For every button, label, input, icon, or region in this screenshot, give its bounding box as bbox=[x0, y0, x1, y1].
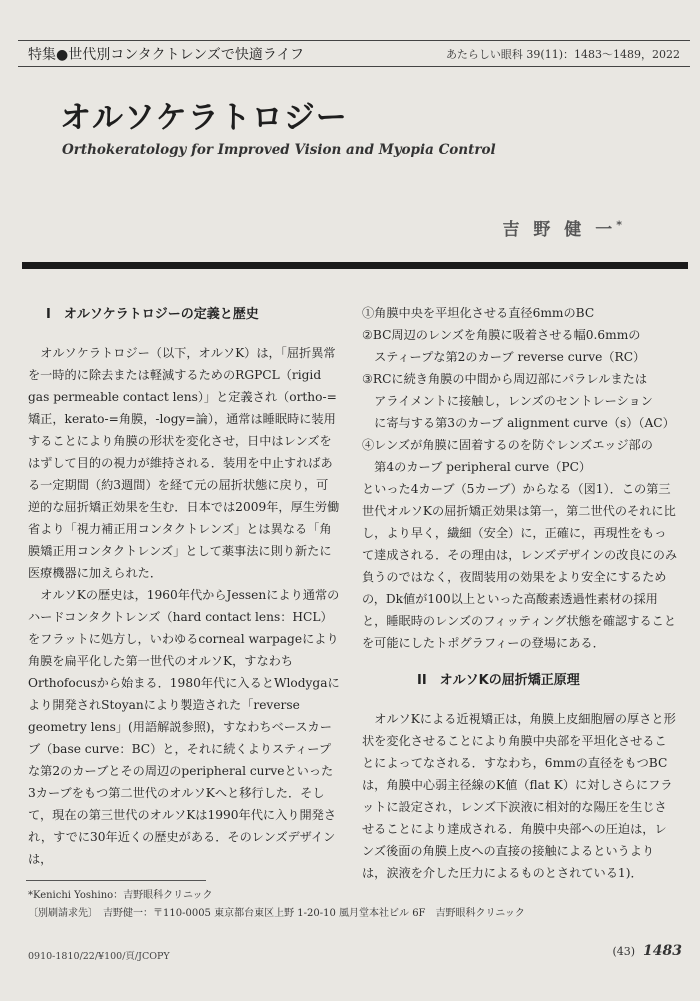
paragraph-definition: オルソケラトロジー（以下，オルソK）は，「屈折異常を一時的に除去または軽減するためのRGPCL（rigid gas permeable contact lens）」と定義され（ortho-=矯正，kerato-=角膜，-logy=論），通常は睡眠時に装用することにより角膜の形状を変化させ，日中はレンズをはずして目的の視力が維持される．装用を中止すればある一定期間（約3週間）を経て元の屈折状態に戻り，可逆的な屈折矯正効果を生む．日本では2009年，厚生労働省より「視力補正用コンタクトレンズ」とは異なる「角膜矯正用コンタクトレンズ」として薬事法に則り新たに医療機器に加えられた． bbox=[28, 346, 340, 580]
journal-citation: あたらしい眼科 39(11)：1483～1489，2022 bbox=[445, 48, 680, 61]
article-subtitle: Orthokeratology for Improved Vision and Myopia Control bbox=[62, 142, 496, 158]
footnote-divider bbox=[26, 880, 206, 881]
list-item: ①角膜中央を平坦化させる直径6mmのBC bbox=[362, 306, 595, 320]
lens-curve-list bbox=[362, 302, 678, 478]
page-number: 1483 bbox=[643, 943, 682, 959]
list-item: アライメントに接触し，レンズのセントレーション bbox=[362, 394, 653, 408]
list-item: スティープな第2のカーブ reverse curve（RC） bbox=[362, 350, 646, 364]
reprint-request-footnote: 〔別刷請求先〕 吉野健一：〒110-0005 東京都台東区上野 1-20-10 風月堂本社ビル 6F 吉野眼科クリニック bbox=[28, 908, 525, 919]
title-divider bbox=[22, 262, 688, 269]
running-header bbox=[18, 40, 690, 67]
feature-section-label: 特集●世代別コンタクトレンズで快適ライフ bbox=[28, 47, 305, 63]
issue-page-number: (43) bbox=[612, 945, 636, 958]
list-item: 第4のカーブ peripheral curve（PC） bbox=[362, 460, 592, 474]
section-heading-1: I オルソケラトロジーの定義と歴史 bbox=[46, 307, 259, 322]
author-name-text: 吉 野 健 一 bbox=[502, 220, 617, 240]
list-item: ③RCに続き角膜の中間から周辺部にパラレルまたは bbox=[362, 372, 648, 386]
section-heading-2: II オルソKの屈折矯正原理 bbox=[417, 673, 580, 688]
article-title: オルソケラトロジー bbox=[60, 100, 348, 136]
list-item: に寄与する第3のカーブ alignment curve（s）（AC） bbox=[362, 416, 675, 430]
paragraph-third-generation: といった4カーブ（5カーブ）からなる（図1）．この第三世代オルソKの屈折矯正効果は第一，第二世代のそれに比し，より早く，繊細（安全）に，正確に，再現性をもって達成される．その理由は，レンズデザインの改良にのみ負うのではなく，夜間装用の効果をより安全にするための，Dk値が100以上といった高酸素透過性素材の採用と，睡眠時のレンズのフィッティング状態を確認することを可能にしたトポグラフィーの登場にある． bbox=[362, 482, 678, 650]
left-column bbox=[28, 302, 340, 870]
author-affiliation-footnote: *Kenichi Yoshino：吉野眼科クリニック bbox=[28, 890, 213, 901]
page-footer bbox=[612, 943, 682, 959]
author-name bbox=[502, 215, 622, 240]
paragraph-principle: オルソKによる近視矯正は，角膜上皮細胞層の厚さと形状を変化させることにより角膜中央部を平坦化させることによってなされる．すなわち，6mmの直径をもつBCは，角膜中心弱主径線のK値（flat K）に対しさらにフラットに設定され，レンズ下涙液に相対的な陽圧を生じさせることにより達成される．角膜中央部への圧迫は，レンズ後面の角膜上皮への直接の接触によるというよりは，涙液を介した圧力によるものとされている1)． bbox=[362, 712, 676, 880]
list-item: ④レンズが角膜に固着するのを防ぐレンズエッジ部の bbox=[362, 438, 653, 452]
right-column bbox=[362, 302, 678, 884]
list-item: ②BC周辺のレンズを角膜に吸着させる幅0.6mmの bbox=[362, 328, 641, 342]
author-mark: * bbox=[616, 218, 622, 232]
copyright-code: 0910-1810/22/¥100/頁/JCOPY bbox=[28, 951, 170, 962]
paragraph-history: オルソKの歴史は，1960年代からJessenにより通常のハードコンタクトレンズ（hard contact lens：HCL）をフラットに処方し，いわゆるcorneal warpageにより角膜を扁平化した第一世代のオルソK，すなわちOrthofocusから始まる．1980年代に入るとWlodygaにより開発されStoyanにより製造された「reverse geometry lens」(用語解説参照)，すなわちベースカーブ（base curve：BC）と，それに続くよりスティープな第2のカーブとその周辺のperipheral curveといった3カーブをもつ第二世代のオルソKへと移行した．そして，現在の第三世代のオルソKは1990年代に入り開発され，すでに30年近くの歴史がある．そのレンズデザインは， bbox=[28, 588, 340, 866]
